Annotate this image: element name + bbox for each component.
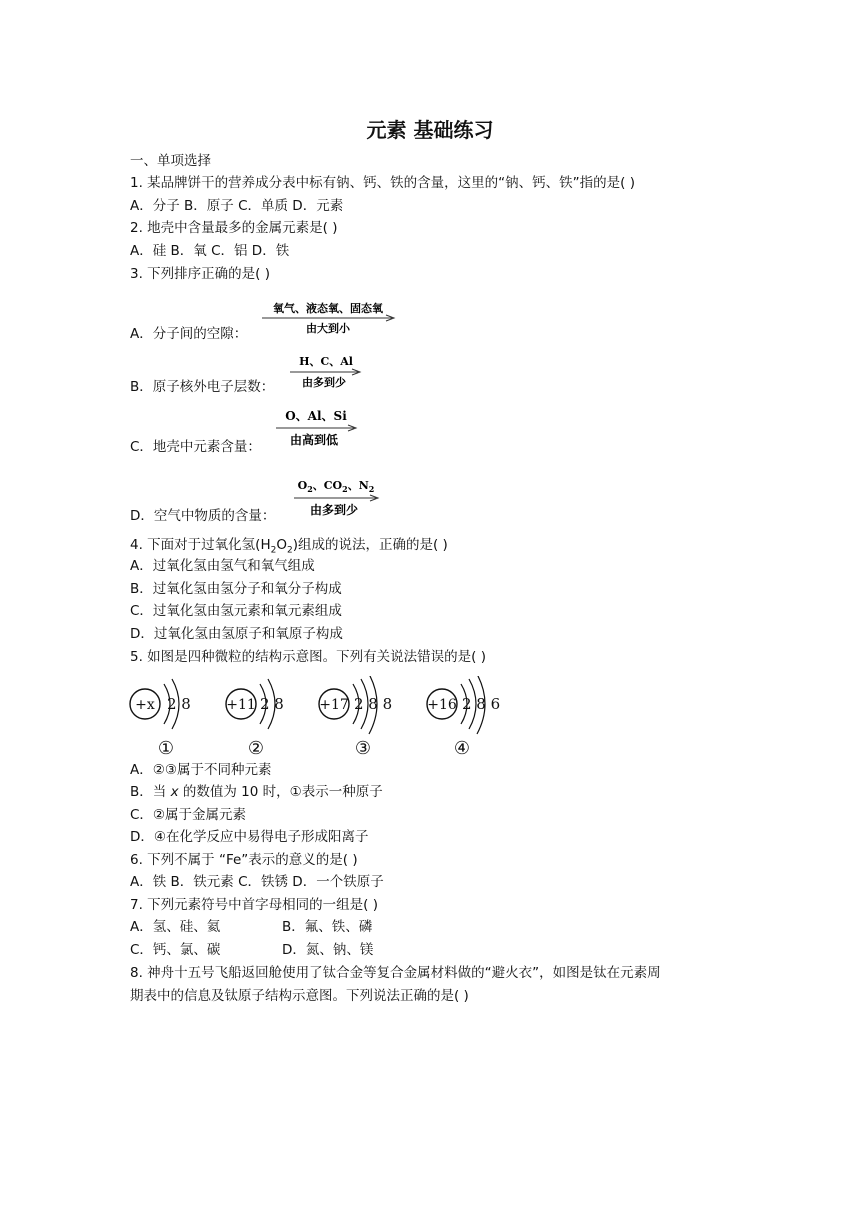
question-5-option-a: A．②③属于不同种元素 [130,762,272,778]
question-3-stem: 3. 下列排序正确的是( ) [130,266,270,282]
question-3-option-d-label: D．空气中物质的含量： [130,508,276,524]
question-7-option-d: D．氮、钠、镁 [282,942,374,958]
question-6-options: A．铁 B．铁元素 C．铁锈 D．一个铁原子 [130,874,384,890]
question-4-stem: 4. 下面对于过氧化氢$(H_2O_2)$组成的说法，正确的是( ) [130,537,448,556]
question-4-option-d: D．过氧化氢由氢原子和氧原子构成 [130,626,343,642]
question-3-option-c-label: C．地壳中元素含量： [130,439,261,455]
question-7-stem: 7. 下列元素符号中首字母相同的一组是( ) [130,897,378,913]
particle-label: ④ [453,738,471,759]
arrow-bottom-text: 由高到低 [289,433,339,447]
question-2-options: A．硅 B．氧 C．铝 D．铁 [130,243,290,259]
nucleus-charge: +16 [427,697,457,713]
arrow-bottom-text: 由多到少 [302,376,346,389]
question-5-option-c: C．②属于金属元素 [130,807,247,823]
question-3-option-a-figure [260,298,400,338]
atom-structure-diagrams [128,676,548,764]
nucleus-charge: +17 [319,697,349,713]
question-8-stem-line-1: 8. 神舟十五号飞船返回舱使用了钛合金等复合金属材料做的“避火衣”，如图是钛在元素周 [130,965,661,981]
question-2-stem: 2. 地壳中含量最多的金属元素是( ) [130,220,338,236]
question-6-stem: 6. 下列不属于 “Fe”表示的意义的是( ) [130,852,358,868]
atom-diagram-2 [226,679,284,759]
question-4-option-a: A．过氧化氢由氢气和氧气组成 [130,558,315,574]
question-3-option-c-figure [274,405,364,449]
question-4-option-c: C．过氧化氢由氢元素和氧元素组成 [130,603,342,619]
arrow-bottom-text: 由多到少 [309,503,359,517]
question-5-stem: 5. 如图是四种微粒的结构示意图。下列有关说法错误的是( ) [130,649,486,665]
question-3-option-b-label: B．原子核外电子层数： [130,379,275,395]
particle-label: ② [247,738,265,759]
question-5-option-d: D．④在化学反应中易得电子形成阳离子 [130,829,369,845]
question-8-stem-line-2: 期表中的信息及钛原子结构示意图。下列说法正确的是( ) [130,988,469,1004]
question-7-option-b: B．氟、铁、磷 [282,919,373,935]
nucleus-charge: +x [135,697,155,713]
page-title: 元素 基础练习 [366,118,494,142]
arrow-top-text: O、Al、Si [285,409,347,423]
question-3-option-a-label: A．分子间的空隙： [130,326,248,342]
nucleus-charge: +11 [226,697,256,713]
electron-shells: 2 8 8 [354,695,393,713]
atom-diagram-4 [427,676,500,759]
electron-shells: 2 8 6 [462,695,501,713]
particle-label: ① [157,738,175,759]
question-5-option-b: B．当 x 的数值为 10 时，①表示一种原子 [130,784,383,800]
arrow-top-text: $O_2$、$CO_2$、$N_2$ [297,479,375,494]
electron-shells: 2 8 [167,695,191,713]
electron-shells: 2 8 [260,695,284,713]
atom-diagram-3 [319,676,392,759]
question-3-option-d-figure [292,474,392,520]
atom-diagram-1 [130,679,191,759]
question-3-option-b-figure [288,352,368,392]
particle-label: ③ [354,738,372,759]
arrow-top-text: H、C、Al [299,355,353,368]
question-4-option-b: B．过氧化氢由氢分子和氧分子构成 [130,581,342,597]
question-7-option-c: C．钙、氯、碳 [130,942,221,958]
arrow-top-text: 氧气、液态氧、固态氧 [273,302,383,315]
question-1-stem: 1. 某品牌饼干的营养成分表中标有钠、钙、铁的含量，这里的“钠、钙、铁”指的是( ) [130,175,635,191]
question-1-options: A．分子 B．原子 C．单质 D．元素 [130,198,344,214]
section-heading: 一、单项选择 [130,153,211,169]
question-7-option-a: A．氢、硅、氦 [130,919,221,935]
arrow-bottom-text: 由大到小 [306,322,350,335]
